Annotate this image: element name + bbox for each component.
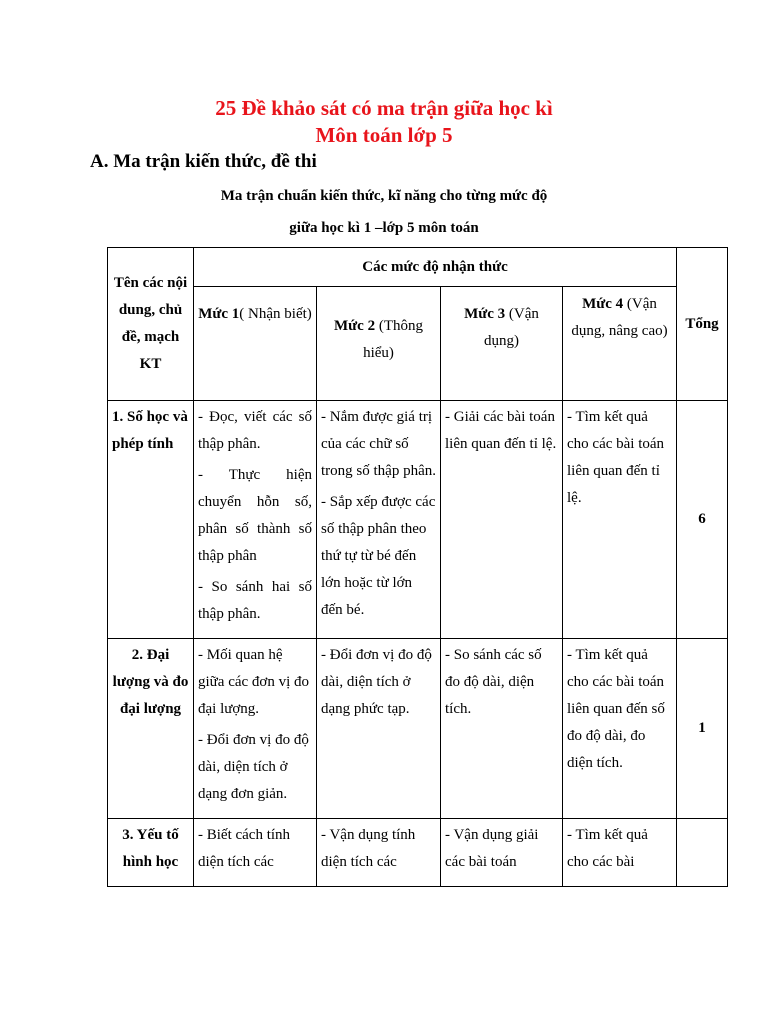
cell-level-3 [441, 819, 563, 887]
cell-level-4 [563, 639, 677, 819]
cell-level-2 [317, 819, 441, 887]
cell-item: - Đổi đơn vị đo độ dài, diện tích ở dạng đơn giản. [198, 732, 309, 802]
document-subtitle: Môn toán lớp 5 [315, 123, 453, 147]
cell-item: - Giải các bài toán liên quan đến tỉ lệ. [445, 409, 557, 452]
section-heading: A. Ma trận kiến thức, đề thi [90, 151, 317, 172]
table-header-row [108, 248, 728, 287]
row-total: 6 [677, 401, 728, 639]
cell-item: - Sắp xếp được các số thập phân theo thứ tự từ bé đến lớn hoặc từ lớn đến bé. [321, 494, 436, 618]
cell-item: - Tìm kết quả cho các bài toán liên quan đến số đo độ dài, đo diện tích. [567, 647, 665, 771]
cell-item: - Vận dụng giải các bài toán [445, 827, 539, 870]
cell-item: - Nắm được giá trị của các chữ số trong số thập phân. [321, 409, 436, 479]
table-row [108, 639, 728, 819]
cell-item: - So sánh hai số thập phân. [198, 579, 312, 622]
cell-level-2 [317, 639, 441, 819]
row-topic: 1. Số học và phép tính [108, 401, 194, 639]
cell-item: - Tìm kết quả cho các bài [567, 827, 648, 870]
cell-item: - Mối quan hệ giữa các đơn vị đo đại lượng. [198, 647, 310, 717]
cell-level-3 [441, 401, 563, 639]
cell-level-3 [441, 639, 563, 819]
cell-item: - So sánh các số đo độ dài, diện tích. [445, 647, 542, 717]
header-level-4: Mức 4 (Vận dụng, nâng cao) [563, 287, 677, 401]
table-row [108, 401, 728, 639]
header-level-1: Mức 1( Nhận biết) [194, 287, 317, 401]
table-caption-line-1: Ma trận chuẩn kiến thức, kĩ năng cho từng mức độ [220, 188, 548, 204]
header-topic: Tên các nội dung, chủ đề, mạch KT [108, 248, 194, 401]
knowledge-matrix-table [107, 247, 728, 887]
cell-level-4 [563, 819, 677, 887]
table-row [108, 819, 728, 887]
header-total: Tổng [677, 248, 728, 401]
cell-item: - Thực hiện chuyển hỗn số, phân số thành số thập phân [198, 467, 312, 564]
header-levels-group: Các mức độ nhận thức [194, 248, 677, 287]
cell-level-1 [194, 639, 317, 819]
cell-item: - Đổi đơn vị đo độ dài, diện tích ở dạng phức tạp. [321, 647, 432, 717]
cell-level-2 [317, 401, 441, 639]
row-topic: 2. Đại lượng và đo đại lượng [108, 639, 194, 819]
document-title: 25 Đề khảo sát có ma trận giữa học kì [215, 96, 553, 120]
table-caption-line-2: giữa học kì 1 –lớp 5 môn toán [289, 220, 479, 236]
cell-item: - Vận dụng tính diện tích các [321, 827, 416, 870]
header-level-3: Mức 3 (Vận dụng) [441, 287, 563, 401]
row-total: 1 [677, 639, 728, 819]
cell-level-1 [194, 819, 317, 887]
cell-item: - Biết cách tính diện tích các [198, 827, 291, 870]
cell-item: - Tìm kết quả cho các bài toán liên quan đến tỉ lệ. [567, 409, 665, 506]
cell-item: - Đọc, viết các số thập phân. [198, 409, 312, 452]
header-level-2: Mức 2 (Thông hiểu) [317, 287, 441, 401]
row-topic: 3. Yếu tố hình học [108, 819, 194, 887]
row-total [677, 819, 728, 887]
table-level-header-row [108, 287, 728, 401]
cell-level-4 [563, 401, 677, 639]
cell-level-1 [194, 401, 317, 639]
